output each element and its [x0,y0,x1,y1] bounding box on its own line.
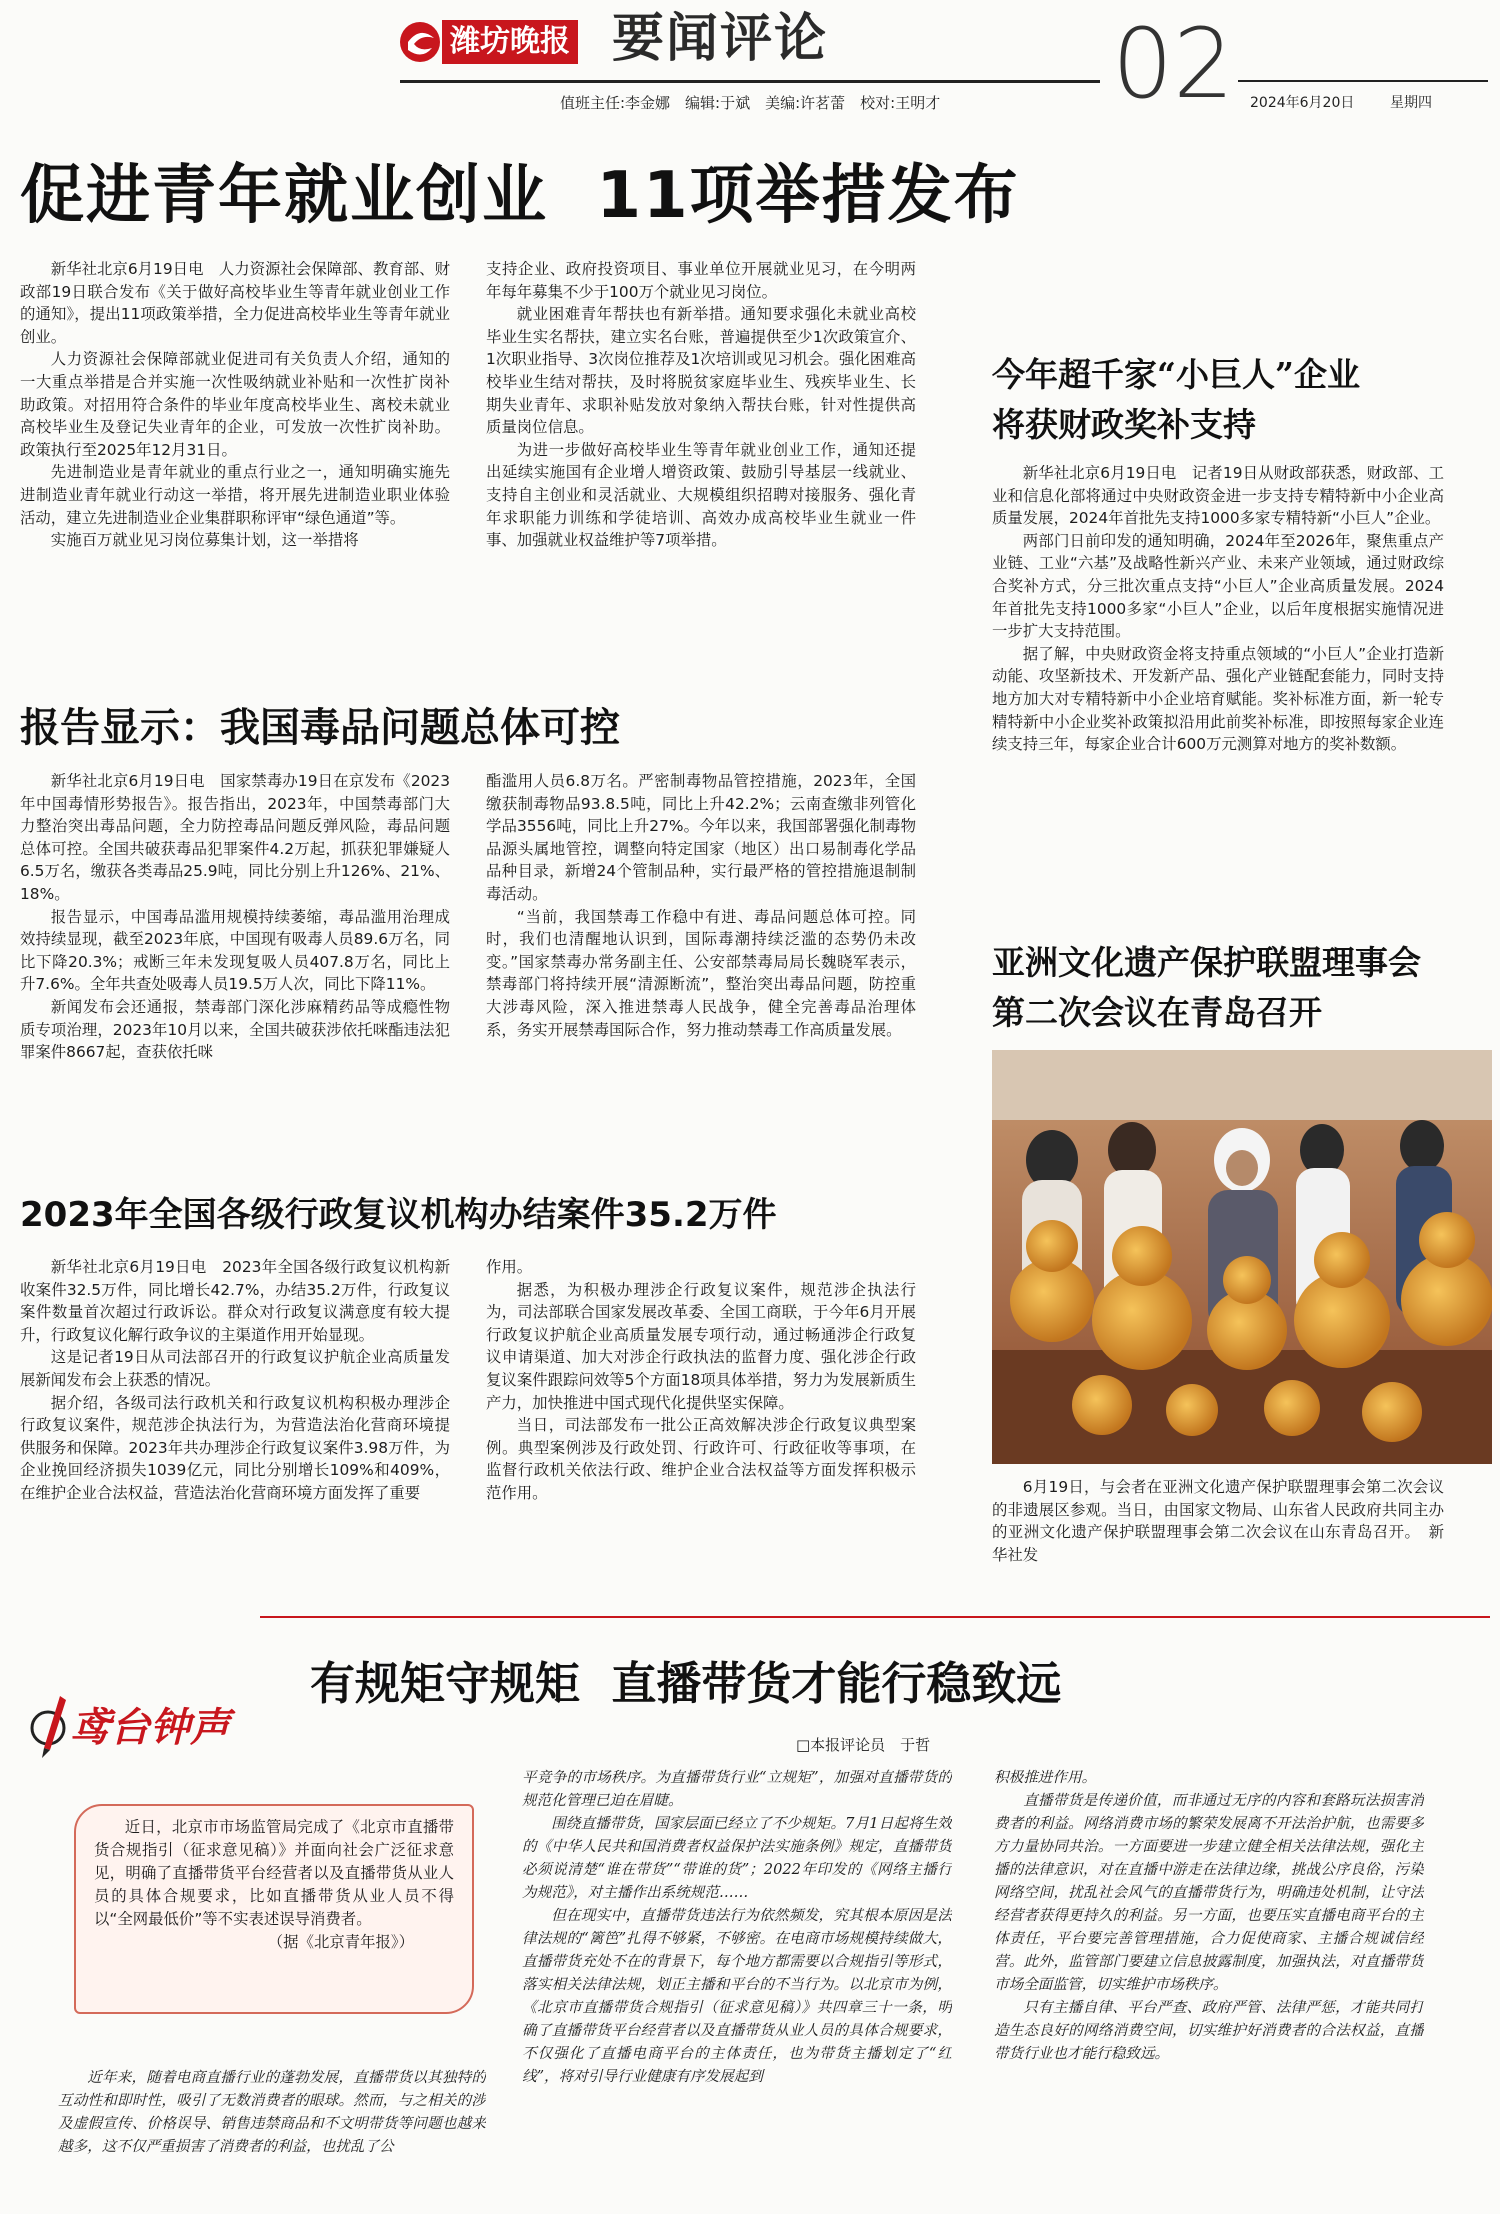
issue-date: 2024年6月20日 [1250,95,1355,111]
article4-title-line-2: 将获财政奖补支持 [992,405,1256,444]
commentary-paragraph: 直播带货是传递价值，而非通过无序的内容和套路玩法损害消费者的利益。网络消费市场的繁荣发展离不开法治护航，也需要多方力量协同共治。一方面要进一步建立健全相关法律法规，强化主播的法律意识，对在直播中游走在法律边缘，挑战公序良俗，污染网络空间，扰乱社会风气的直播带货行为，明确违处机制，让守法经营者获得更持久的利益。另一方面，也要压实直播电商平台的主体责任，平台要完善管理措施，合力促使商家、主播合规诚信经营。此外，监管部门要建立信息披露制度，加强执法，对直播带货市场全面监管，切实维护市场秩序。 [994,1792,1424,1993]
commentary-paragraph: 积极推进作用。 [994,1769,1097,1786]
paper-name: 潍坊晚报 [442,20,578,64]
article4-paragraph: 新华社北京6月19日电 记者19日从财政部获悉，财政部、工业和信息化部将通过中央财政资金进一步支持专精特新中小企业高质量发展，2024年首批先支持1000多家专精特新“小巨人”企业。 [992,464,1444,528]
article3-title: 2023年全国各级行政复议机构办结案件35.2万件 [20,1195,777,1235]
paper-logo [400,22,440,62]
issue-weekday: 星期四 [1390,95,1432,111]
commentary-column-name: 鸢台钟声 [70,1704,230,1751]
article3-column-1 [20,1256,450,1586]
article2-paragraph: 酯滥用人员6.8万名。严密制毒物品管控措施，2023年，全国缴获制毒物品93.8.5吨，同比上升42.2%；云南查缴非列管化学品3556吨，同比上升27%。今年以来，我国部署强化制毒物品源头属地管控，调整向特定国家（地区）出口易制毒化学品品种目录，新增24个管制品种，实行最严格的管控措施退制制毒活动。 [486,772,916,903]
article3-paragraph: 据介绍，各级司法行政机关和行政复议机构积极办理涉企行政复议案件，规范涉企执法行为，为营造法治化营商环境提供服务和保障。2023年共办理涉企行政复议案件3.98万件，为企业挽回经济损失1039亿元，同比分别增长109%和409%，在维护企业合法权益，营造法治化营商环境方面发挥了重要 [20,1393,450,1502]
quote-text: 近日，北京市市场监管局完成了《北京市直播带货合规指引（征求意见稿）》并面向社会广泛征求意见，明确了直播带货平台经营者以及直播带货从业人员的具体合规要求，比如直播带货从业人员不得以“全网最低价”等不实表述误导消费者。 [94,1818,454,1928]
article1-column-2 [486,258,916,658]
commentary-paragraph: 围绕直播带货，国家层面已经立了不少规矩。7月1日起将生效的《中华人民共和国消费者权益保护法实施条例》规定，直播带货必须说清楚“谁在带货”“带谁的货”；2022年印发的《网络主播行为规范》，对主播作出系统规范…… [522,1815,952,1901]
commentary-column-3 [994,1766,1424,2206]
article4-body [992,462,1444,912]
article2-paragraph: 新华社北京6月19日电 国家禁毒办19日在京发布《2023年中国毒情形势报告》。报告指出，2023年，中国禁毒部门大力整治突出毒品问题，全力防控毒品问题反弹风险，毒品问题总体可控。全国共破获毒品犯罪案件4.2万起，抓获犯罪嫌疑人6.5万名，缴获各类毒品25.9吨，同比分别上升126%、21%、18%。 [20,772,450,903]
article3-paragraph: 当日，司法部发布一批公正高效解决涉企行政复议典型案例。典型案例涉及行政处罚、行政许可、行政征收等事项，在监督行政机关依法行政、维护企业合法权益等方面发挥积极示范作用。 [486,1416,916,1502]
commentary-paragraph: 只有主播自律、平台严查、政府严管、法律严惩，才能共同打造生态良好的网络消费空间，切实维护好消费者的合法权益，直播带货行业也才能行稳致远。 [994,1999,1424,2062]
quote-box [74,1804,474,2014]
commentary-paragraph: 但在现实中，直播带货违法行为依然频发，究其根本原因是法律法规的“篱笆”扎得不够紧，不够密。在电商市场规模持续做大，直播带货充处不在的背景下，每个地方都需要以合规指引等形式，落实相关法律法规，划正主播和平台的不当行为。以北京市为例，《北京市直播带货合规指引（征求意见稿）》共四章三十一条，明确了直播带货平台经营者以及直播带货从业人员的具体合规要求，不仅强化了直播电商平台的主体责任，也为带货主播划定了“红线”，将对引导行业健康有序发展起到 [522,1907,952,2085]
article2-paragraph: 新闻发布会还通报，禁毒部门深化涉麻精药品等成瘾性物质专项治理，2023年10月以来，全国共破获涉依托咪酯违法犯罪案件8667起，查获依托咪 [20,997,450,1062]
exhibition-photo-illustration [992,1050,1492,1464]
article1-column-1 [20,258,450,658]
article4-paragraph: 据了解，中央财政资金将支持重点领域的“小巨人”企业打造新动能、攻坚新技术、开发新产品、强化产业链配套能力，同时支持地方加大对专精特新中小企业培育赋能。奖补标准方面，新一轮专精特新中小企业奖补政策拟沿用此前奖补标准，即按照每家企业连续支持三年，每家企业合计600万元测算对地方的奖补数额。 [992,644,1444,754]
article4-title-line-1: 今年超千家“小巨人”企业 [992,355,1360,394]
article1-paragraph: 为进一步做好高校毕业生等青年就业创业工作，通知还提出延续实施国有企业增人增资政策、鼓励引导基层一线就业、支持自主创业和灵活就业、大规模组织招聘对接服务、强化青年求职能力训练和学徒培训、高效办成高校毕业生就业一件事、加强就业权益维护等7项举措。 [486,440,916,550]
article3-paragraph: 这是记者19日从司法部召开的行政复议护航企业高质量发展新闻发布会上获悉的情况。 [20,1348,450,1389]
commentary-column-2 [522,1766,952,2206]
commentary-paragraph: 近年来，随着电商直播行业的蓬勃发展，直播带货以其独特的互动性和即时性，吸引了无数消费者的眼球。然而，与之相关的涉及虚假宣传、价格误导、销售违禁商品和不文明带货等问题也越来越多，这不仅严重损害了消费者的利益，也扰乱了公 [58,2069,486,2155]
quote-source: （据《北京青年报》） [267,1933,414,1951]
commentary-column-1 [58,2066,486,2206]
article3-paragraph: 作用。 [486,1258,533,1276]
commentary-title: 有规矩守规矩 直播带货才能行稳致远 [310,1657,1062,1710]
commentary-column-badge [30,1688,290,1768]
article2-column-2 [486,770,916,1150]
masthead-rule-right [1238,80,1488,82]
article5-title-line-1: 亚洲文化遗产保护联盟理事会 [992,943,1421,982]
article3-paragraph: 据悉，为积极办理涉企行政复议案件，规范涉企执法行为，司法部联合国家发展改革委、全国工商联，于今年6月开展行政复议护航企业高质量发展专项行动，通过畅通涉企行政复议申请渠道、加大对涉企行政执法的监督力度、强化涉企行政复议案件跟踪问效等5个方面18项具体举措，努力为发展新质生产力，加快推进中国式现代化提供坚实保障。 [486,1280,916,1412]
article3-column-2 [486,1256,916,1586]
section-title: 要闻评论 [612,8,829,69]
article1-paragraph: 支持企业、政府投资项目、事业单位开展就业见习，在今明两年每年募集不少于100万个就业见习岗位。 [486,260,916,301]
commentary-byline: □本报评论员 于哲 [796,1736,931,1754]
article1-title: 促进青年就业创业 11项举措发布 [20,159,1020,233]
commentary-paragraph: 平竞争的市场秩序。为直播带货行业“立规矩”，加强对直播带货的规范化管理已迫在眉睫。 [522,1769,952,1809]
article2-column-1 [20,770,450,1150]
photo-caption: 6月19日，与会者在亚洲文化遗产保护联盟理事会第二次会议的非遗展区参观。当日，由国家文物局、山东省人民政府共同主办的亚洲文化遗产保护联盟理事会第二次会议在山东青岛召开。 新华社发 [992,1478,1444,1564]
article1-paragraph: 实施百万就业见习岗位募集计划，这一举措将 [50,531,359,550]
article2-paragraph: 报告显示，中国毒品滥用规模持续萎缩，毒品滥用治理成效持续显现，截至2023年底，中国现有吸毒人员89.6万名，同比下降20.3%；戒断三年未发现复吸人员407.8万名，同比上升7.6%。全年共查处吸毒人员19.5万人次，同比下降11%。 [20,907,450,994]
masthead-rule [400,80,1100,83]
article5-title-line-2: 第二次会议在青岛召开 [992,993,1322,1032]
commentary-rule [260,1616,1490,1618]
paper-logo-icon [400,22,440,62]
article4-title [992,350,1360,450]
article1-paragraph: 人力资源社会保障部就业促进司有关负责人介绍，通知的一大重点举措是合并实施一次性吸纳就业补贴和一次性扩岗补助政策。对招用符合条件的毕业年度高校毕业生、离校未就业高校毕业生及登记失业青年的企业，可发放一次性扩岗补助。政策执行至2025年12月31日。 [20,350,450,459]
article1-paragraph: 先进制造业是青年就业的重点行业之一，通知明确实施先进制造业青年就业行动这一举措，将开展先进制造业职业体验活动，建立先进制造业企业集群职称评审“绿色通道”等。 [20,463,450,527]
masthead [0,0,1500,130]
credits-line: 值班主任:李金娜 编辑:于斌 美编:许茗蕾 校对:王明才 [560,94,941,112]
page-number: 02 [1112,8,1235,120]
article3-paragraph: 新华社北京6月19日电 2023年全国各级行政复议机构新收案件32.5万件，同比增长42.7%，办结35.2万件，行政复议案件数量首次超过行政诉讼。群众对行政复议满意度有较大提升，行政复议化解行政争议的主渠道作用开始显现。 [20,1258,450,1344]
article4-paragraph: 两部门日前印发的通知明确，2024年至2026年，聚焦重点产业链、工业“六基”及战略性新兴产业、未来产业领域，通过财政综合奖补方式，分三批次重点支持“小巨人”企业高质量发展。2024年首批先支持1000多家“小巨人”企业，以后年度根据实施情况进一步扩大支持范围。 [992,531,1444,641]
article2-paragraph: “当前，我国禁毒工作稳中有进、毒品问题总体可控。同时，我们也清醒地认识到，国际毒潮持续泛滥的态势仍未改变。”国家禁毒办常务副主任、公安部禁毒局局长魏晓军表示，禁毒部门将持续开展“清源断流”，整治突出毒品问题，防控重大涉毒风险，深入推进禁毒人民战争，健全完善毒品治理体系，务实开展禁毒国际合作，努力推动禁毒工作高质量发展。 [486,907,916,1039]
article1-paragraph: 就业困难青年帮扶也有新举措。通知要求强化未就业高校毕业生实名帮扶，建立实名台账，普遍提供至少1次政策宣介、1次职业指导、3次岗位推荐及1次培训或见习机会。强化困难高校毕业生结对帮扶，及时将脱贫家庭毕业生、残疾毕业生、长期失业青年、求职补贴发放对象纳入帮扶台账，针对性提供高质量岗位信息。 [486,305,916,437]
exhibition-photo [992,1050,1492,1464]
article2-title: 报告显示：我国毒品问题总体可控 [20,705,620,751]
quill-pen-icon [30,1692,70,1762]
article5-title [992,938,1421,1038]
article1-paragraph: 新华社北京6月19日电 人力资源社会保障部、教育部、财政部19日联合发布《关于做好高校毕业生等青年就业创业工作的通知》，提出11项政策举措，全力促进高校毕业生等青年就业创业。 [20,260,450,346]
